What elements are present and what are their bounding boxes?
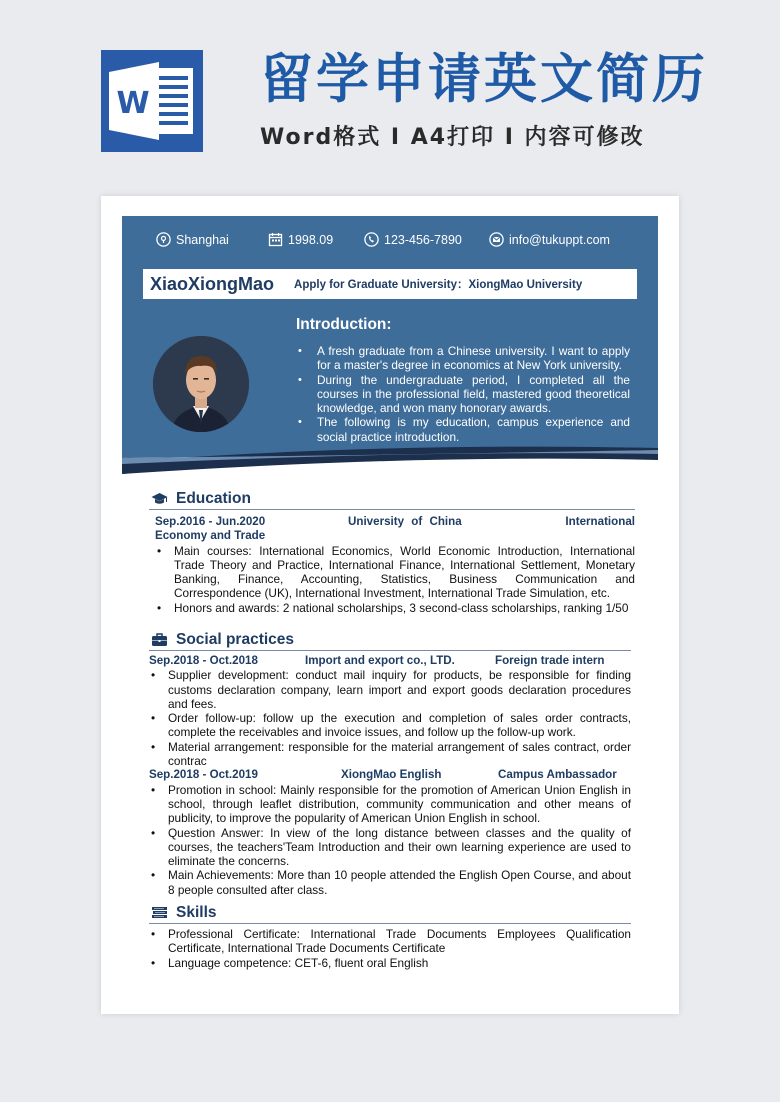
social-role-2: Campus Ambassador	[498, 768, 617, 782]
social-entry-head-1	[149, 654, 631, 668]
calendar-icon	[268, 232, 283, 247]
graduation-cap-icon	[151, 490, 168, 507]
contact-birth	[268, 232, 333, 247]
list-item: • Order follow-up: follow up the execution and completion of sales order contracts, complete the receivables and invoice issues, and follow up the follow-up work.	[149, 711, 631, 740]
list-item: • Material arrangement: responsible for the material arrangement of sales contract, order contrac	[149, 740, 631, 769]
education-section	[149, 488, 635, 615]
list-item: • Supplier development: conduct mail inquiry for products, be responsible for finding customs declaration company, learn import and export goods declaration procedures and fees.	[149, 668, 631, 711]
email-text: info@tukuppt.com	[509, 232, 610, 247]
education-date: Sep.2016 - Jun.2020	[155, 515, 266, 528]
list-item: • Main courses: International Economics, World Economic Introduction, International Trade Theory and Practice, International Finance, International Settlement, Monetary Banking, Finance, Accounting, Statistics, Business Communication and Correspondence (UK), International Investment, International Trade Simulation, etc.	[155, 544, 635, 601]
candidate-name: XiaoXiongMao	[150, 273, 275, 294]
education-header	[149, 488, 635, 510]
contact-location	[156, 232, 229, 247]
banner-subtitle: Word格式 I A4打印 I 内容可修改	[260, 125, 645, 150]
word-logo-icon	[101, 50, 203, 152]
list-item: • The following is my education, campus experience and social practice introduction.	[298, 415, 630, 444]
education-major-2: Economy and Trade	[155, 529, 266, 543]
social-list-2	[149, 783, 631, 897]
education-major-1: International	[565, 515, 635, 528]
list-item: • A fresh graduate from a Chinese university. I want to apply for a master's degree in economics at New York university.	[298, 344, 630, 373]
social-title: Social practices	[176, 630, 295, 648]
social-list-1	[149, 668, 631, 768]
books-icon	[151, 904, 168, 921]
social-role-1: Foreign trade intern	[495, 654, 605, 667]
skills-header	[149, 902, 631, 924]
briefcase-icon	[151, 631, 168, 648]
phone-text: 123-456-7890	[384, 232, 462, 247]
header-panel	[122, 216, 658, 476]
education-title: Education	[176, 489, 251, 507]
education-major-2-line	[155, 529, 635, 543]
word-logo-letter: W	[116, 86, 150, 121]
introduction-list	[298, 344, 630, 444]
banner-title: 留学申请英文简历	[260, 49, 708, 110]
skills-list	[149, 927, 631, 970]
social-date-1: Sep.2018 - Oct.2018	[149, 654, 258, 667]
social-section	[149, 629, 631, 897]
avatar-photo	[153, 336, 249, 432]
education-entry-head	[155, 515, 635, 529]
name-bar	[143, 269, 637, 299]
skills-title: Skills	[176, 903, 217, 921]
phone-icon	[364, 232, 379, 247]
location-text: Shanghai	[176, 232, 229, 247]
contact-row	[122, 216, 658, 266]
social-org-2: XiongMao English	[341, 768, 442, 782]
contact-phone	[364, 232, 462, 247]
list-item: • Main Achievements: More than 10 people attended the English Open Course, and about 8 people consulted after class.	[149, 868, 631, 897]
list-item: • Promotion in school: Mainly responsible for the promotion of American Union English in school, through leaflet distribution, community communication and other means of publicity, to improve the popularity of American Union English in school.	[149, 783, 631, 826]
social-entry-head-2	[149, 768, 631, 782]
social-date-2: Sep.2018 - Oct.2019	[149, 768, 258, 782]
list-item: • During the undergraduate period, I completed all the courses in the professional field, mastered good theoretical knowledge, and won many honorary awards.	[298, 373, 630, 416]
skills-section	[149, 902, 631, 970]
birth-text: 1998.09	[288, 232, 334, 247]
introduction-title: Introduction:	[296, 316, 392, 333]
avatar	[153, 336, 249, 432]
list-item: • Professional Certificate: International Trade Documents Employees Qualification Certificate, International Trade Documents Certificate	[149, 927, 631, 956]
list-item: • Question Answer: In view of the long distance between classes and the quality of courses, the teachers'Team Introduction and their own learning experience are used to eliminate the concerns.	[149, 826, 631, 869]
list-item: • Honors and awards: 2 national scholarships, 3 second-class scholarships, ranking 1/50	[155, 601, 635, 615]
email-icon	[489, 232, 504, 247]
education-list	[155, 544, 635, 615]
list-item: • Language competence: CET-6, fluent oral English	[149, 956, 631, 970]
social-header	[149, 629, 631, 651]
education-school: University of China	[348, 515, 462, 528]
location-icon	[156, 232, 171, 247]
social-org-1: Import and export co., LTD.	[305, 654, 455, 667]
contact-email	[489, 232, 610, 247]
apply-target: Apply for Graduate University：XiongMao University	[294, 279, 583, 291]
resume-paper	[101, 196, 679, 1014]
